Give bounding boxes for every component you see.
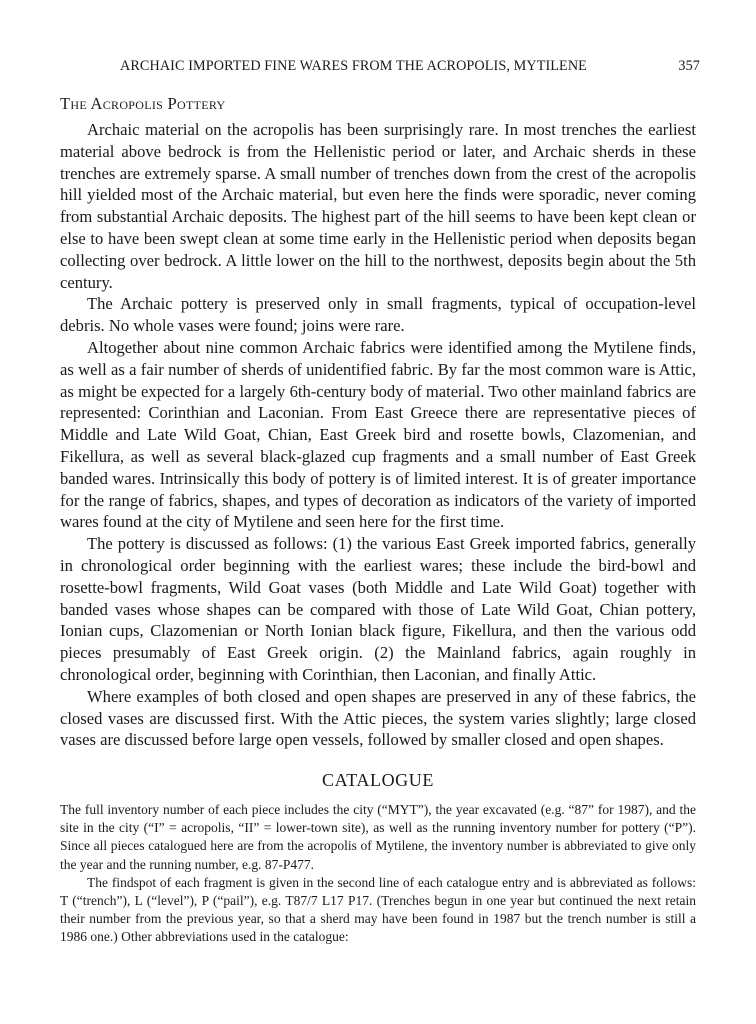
- section-body: [60, 119, 696, 751]
- paragraph: The pottery is discussed as follows: (1) the various East Greek imported fabrics, generally in chronological order beginning with the earliest wares; these include the bird-bowl and rosette-bowl fragments, Wild Goat vases (both Middle and Late Wild Goat) together with banded vases whose shapes can be compared with those of Late Wild Goat, Chian pottery, Ionian cups, Clazomenian or North Ionian black figure, Fikellura, and then the various odd pieces presumably of East Greek origin. (2) the Mainland fabrics, again roughly in chronological order, beginning with Corinthian, then Laconian, and finally Attic.: [60, 534, 696, 684]
- paragraph: Altogether about nine common Archaic fabrics were identified among the Mytilene finds, as well as a fair number of sherds of unidentified fabric. By far the most common ware is Attic, as might be expected for a largely 6th-century body of material. Two other mainland fabrics are represented: Corinthian and Laconian. From East Greece there are representative pieces of Middle and Late Wild Goat, Chian, East Greek bird and rosette bowls, Clazomenian, and Fikellura, as well as several black-glazed cup fragments and a small number of East Greek banded wares. Intrinsically this body of pottery is of limited interest. It is of greater importance for the range of fabrics, shapes, and types of decoration as indicators of the variety of imported wares found at the city of Mytilene and seen here for the first time.: [60, 337, 696, 532]
- catalogue-heading: CATALOGUE: [322, 770, 434, 790]
- section-heading: The Acropolis Pottery: [60, 94, 226, 113]
- paragraph: Where examples of both closed and open shapes are preserved in any of these fabrics, the closed vases are discussed first. With the Attic pieces, the system varies slightly; large closed vases are discussed before large open vessels, followed by smaller closed and open shapes.: [60, 686, 696, 750]
- catalogue-paragraph: The full inventory number of each piece includes the city (“MYT”), the year excavated (e.g. “87” for 1987), and the site in the city (“I” = acropolis, “II” = lower-town site), as well as the running inventory number for pottery (“P”). Since all pieces catalogued here are from the acropolis of Mytilene, the inventory number is abbreviated to give only the year and the running number, e.g. 87-P477.: [60, 802, 696, 872]
- page-number: 357: [678, 58, 700, 74]
- paragraph: The Archaic pottery is preserved only in small fragments, typical of occupation-level debris. No whole vases were found; joins were rare.: [60, 294, 696, 336]
- catalogue-paragraph: The findspot of each fragment is given in the second line of each catalogue entry and is abbreviated as follows: T (“trench”), L (“level”), P (“pail”), e.g. T87/7 L17 P17. (Trenches begun in one year but continued the next retain their number from the previous year, so that a sherd may have been found in 1987 but the trench number is still a 1986 one.) Other abbreviations used in the catalogue:: [60, 874, 696, 945]
- running-head-title: ARCHAIC IMPORTED FINE WARES FROM THE ACROPOLIS, MYTILENE: [120, 58, 587, 74]
- paragraph: Archaic material on the acropolis has been surprisingly rare. In most trenches the earliest material above bedrock is from the Hellenistic period or later, and Archaic sherds in these trenches are extremely sparse. A small number of trenches down from the crest of the acropolis hill yielded most of the Archaic material, but even here the finds were sporadic, never coming from substantial Archaic deposits. The highest part of the hill seems to have been kept clean or else to have been swept clean at some time early in the Hellenistic period when deposits began collecting over bedrock. A little lower on the hill to the northwest, deposits begin about the 5th century.: [60, 120, 696, 292]
- catalogue-intro: [60, 801, 696, 947]
